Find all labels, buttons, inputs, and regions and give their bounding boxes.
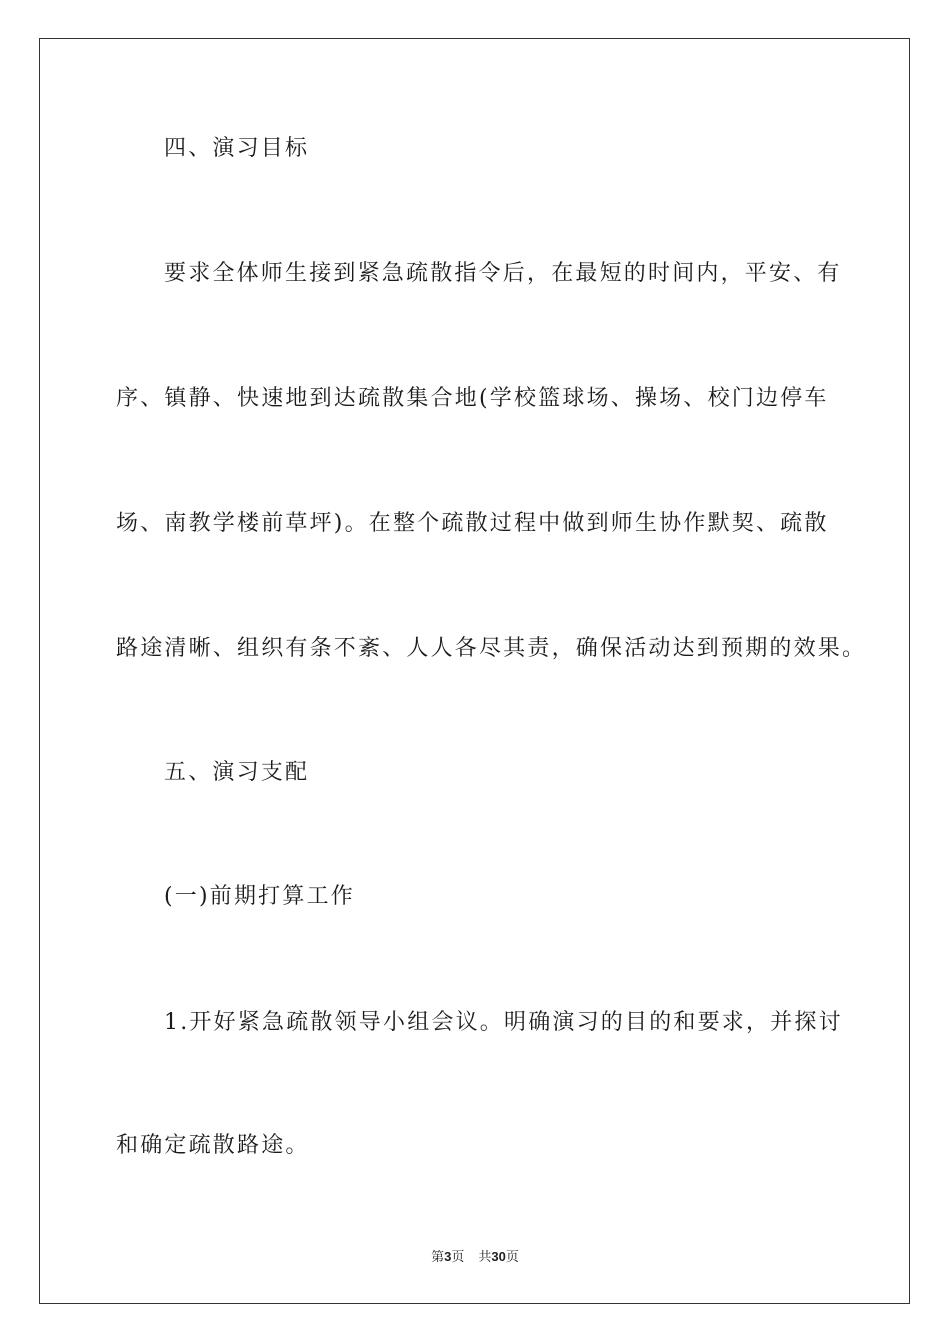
paragraph-line: 要求全体师生接到紧急疏散指令后，在最短的时间内，平安、有: [164, 261, 842, 286]
section-heading-arrangement: 五、演习支配: [164, 760, 310, 785]
paragraph-line: 序、镇静、快速地到达疏散集合地(学校篮球场、操场、校门边停车: [116, 386, 829, 411]
page-footer: [0, 1246, 950, 1265]
footer-total-suffix: 页: [505, 1250, 519, 1265]
footer-page-prefix: 第: [431, 1250, 445, 1265]
paragraph-line: 1.开好紧急疏散领导小组会议。明确演习的目的和要求，并探讨: [164, 1010, 843, 1035]
subsection-heading: (一)前期打算工作: [164, 884, 355, 909]
footer-page-number: 3: [444, 1249, 452, 1264]
footer-total-prefix: 共: [478, 1250, 492, 1265]
paragraph-line: 和确定疏散路途。: [116, 1133, 310, 1158]
paragraph-line: 场、南教学楼前草坪)。在整个疏散过程中做到师生协作默契、疏散: [116, 511, 829, 536]
page-border: [39, 38, 910, 1304]
footer-page-suffix: 页: [451, 1250, 465, 1265]
section-heading-goals: 四、演习目标: [164, 136, 310, 161]
footer-total-pages: 30: [491, 1249, 506, 1264]
paragraph-line: 路途清晰、组织有条不紊、人人各尽其责，确保活动达到预期的效果。: [116, 636, 867, 661]
